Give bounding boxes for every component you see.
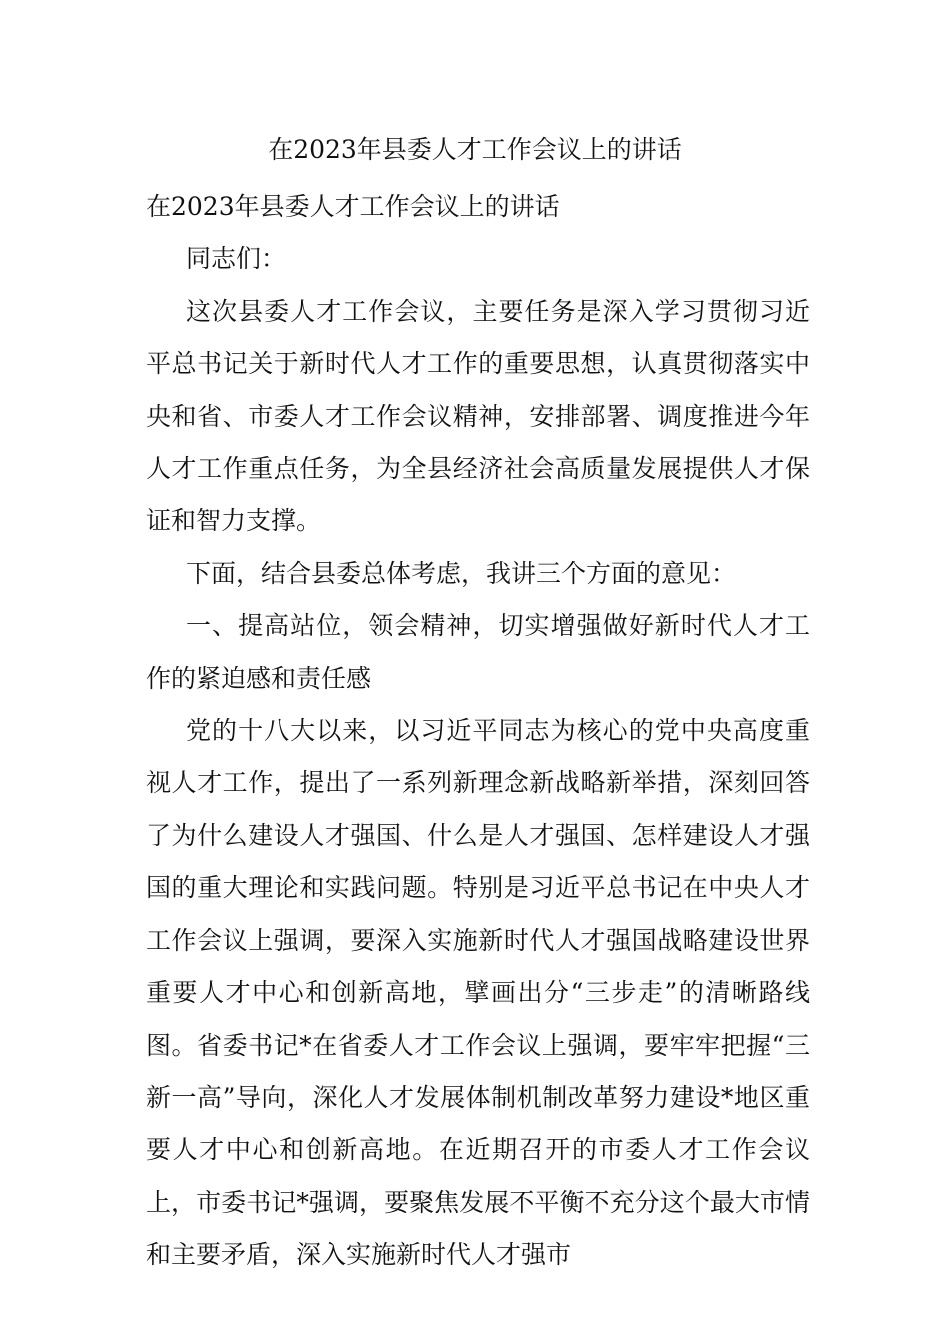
outline-paragraph: 下面，结合县委总体考虑，我讲三个方面的意见：: [186, 558, 737, 588]
body-paragraph: 党的十八大以来，以习近平同志为核心的党中央高度重视人才工作，提出了一系列新理念新战略新举措，深刻回答了为什么建设人才强国、什么是人才强国、怎样建设人才强国的重大理论和实践问题。特别是习近平总书记在中央人才工作会议上强调，要深入实施新时代人才强国战略建设世界重要人才中心和创新高地，擘画出分“三步走”的清晰路线图。省委书记*在省委人才工作会议上强调，要牢牢把握“三新一高”导向，深化人才发展体制机制改革努力建设*地区重要人才中心和创新高地。在近期召开的市委人才工作会议上，市委书记*强调，要聚焦发展不平衡不充分这个最大市情和主要矛盾，深入实施新时代人才强市: [146, 716, 810, 1270]
salutation-paragraph: 同志们：: [186, 244, 287, 274]
document-body: [146, 181, 810, 1282]
section-heading-1: 一、提高站位，领会精神，切实增强做好新时代人才工作的紧迫感和责任感: [146, 611, 810, 693]
intro-paragraph: 这次县委人才工作会议，主要任务是深入学习贯彻习近平总书记关于新时代人才工作的重要思想，认真贯彻落实中央和省、市委人才工作会议精神，安排部署、调度推进今年人才工作重点任务，为全县经济社会高质量发展提供人才保证和智力支撑。: [146, 296, 810, 536]
subtitle-paragraph: 在2023年县委人才工作会议上的讲话: [146, 192, 560, 221]
document-title: 在2023年县委人才工作会议上的讲话: [268, 135, 682, 164]
